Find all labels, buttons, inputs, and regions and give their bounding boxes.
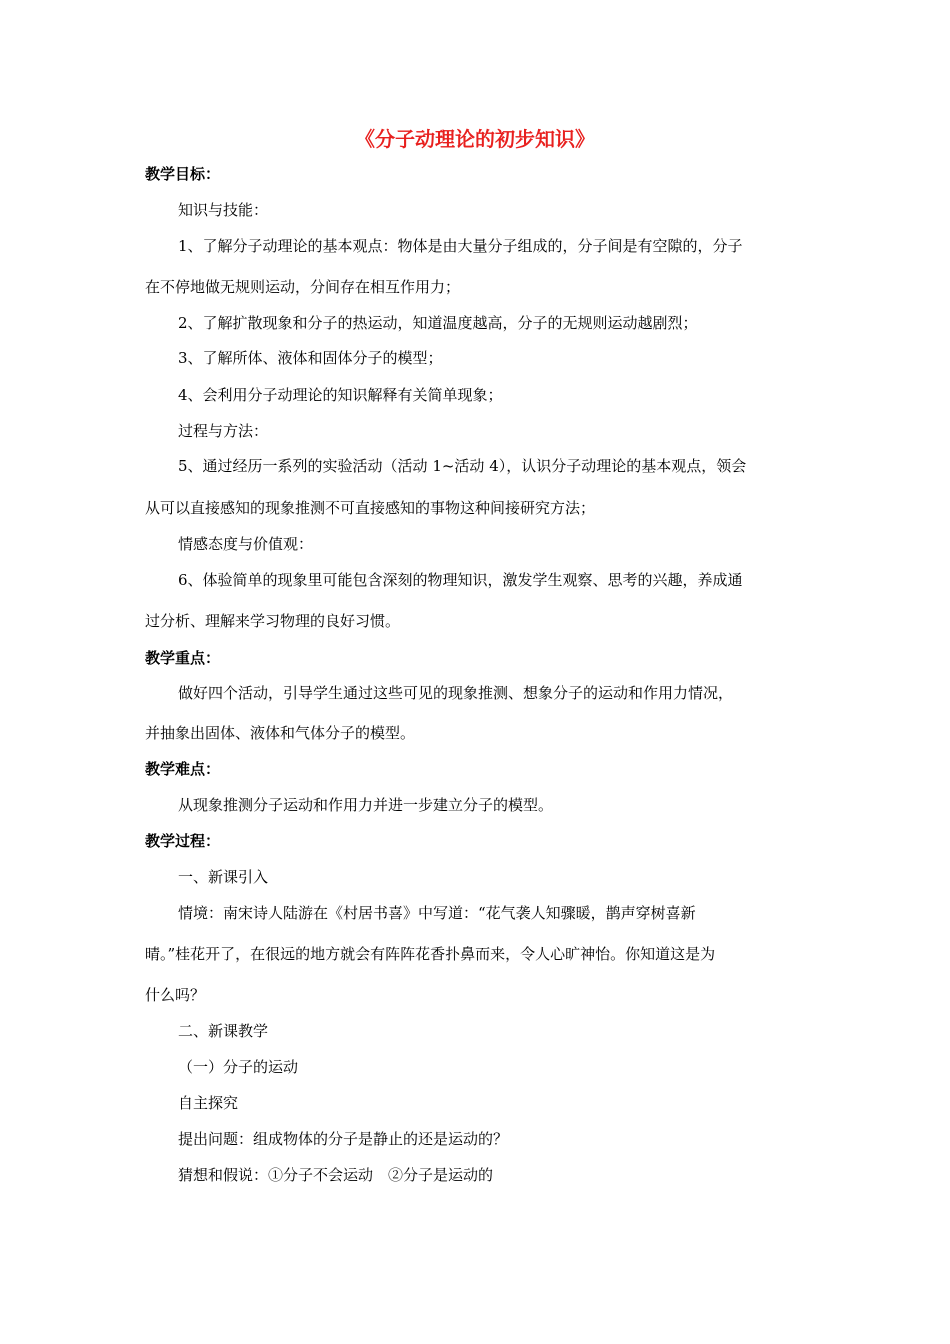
objective-item-5-line-1: 5、通过经历一系列的实验活动（活动 1~活动 4），认识分子动理论的基本观点，领会 — [178, 457, 747, 475]
section-new-lesson: 二、新课教学 — [178, 1022, 269, 1040]
objective-item-1-line-2: 在不停地做无规则运动，分间存在相互作用力； — [145, 278, 461, 296]
scene-line-2: 晴。”桂花开了，在很远的地方就会有阵阵花香扑鼻而来，令人心旷神怡。你知道这是为 — [145, 945, 716, 963]
objective-item-4: 4、会利用分子动理论的知识解释有关简单现象； — [178, 386, 503, 404]
subsection-molecular-motion: （一）分子的运动 — [178, 1058, 299, 1076]
objective-item-3: 3、了解所体、液体和固体分子的模型； — [178, 349, 443, 367]
process-method-heading: 过程与方法： — [178, 422, 269, 440]
self-inquiry: 自主探究 — [178, 1094, 239, 1112]
objective-item-5-line-2: 从可以直接感知的现象推测不可直接感知的事物这种间接研究方法； — [145, 499, 596, 517]
key-points-line-2: 并抽象出固体、液体和气体分子的模型。 — [145, 724, 416, 742]
question-line: 提出问题：组成物体的分子是静止的还是运动的？ — [178, 1130, 509, 1148]
key-points-heading: 教学重点： — [145, 649, 221, 667]
hypothesis-line: 猜想和假说：①分子不会运动 ②分子是运动的 — [178, 1166, 494, 1184]
document-title: 《分子动理论的初步知识》 — [355, 127, 595, 151]
emotion-heading: 情感态度与价值观： — [178, 535, 314, 553]
scene-line-1: 情境：南宋诗人陆游在《村居书喜》中写道：“花气袭人知骤暖，鹊声穿树喜新 — [178, 904, 696, 922]
section-intro: 一、新课引入 — [178, 868, 269, 886]
knowledge-heading: 知识与技能： — [178, 201, 269, 219]
scene-line-3: 什么吗？ — [145, 986, 206, 1004]
objective-item-6-line-1: 6、体验简单的现象里可能包含深刻的物理知识，激发学生观察、思考的兴趣，养成通 — [178, 571, 743, 589]
objective-item-6-line-2: 过分析、理解来学习物理的良好习惯。 — [145, 612, 401, 630]
difficulties-heading: 教学难点： — [145, 760, 221, 778]
objective-item-2: 2、了解扩散现象和分子的热运动，知道温度越高，分子的无规则运动越剧烈； — [178, 314, 698, 332]
teaching-process-heading: 教学过程： — [145, 832, 221, 850]
objectives-heading: 教学目标： — [145, 165, 221, 183]
key-points-line-1: 做好四个活动，引导学生通过这些可见的现象推测、想象分子的运动和作用力情况， — [178, 684, 734, 702]
difficulties-line-1: 从现象推测分子运动和作用力并进一步建立分子的模型。 — [178, 796, 554, 814]
objective-item-1-line-1: 1、了解分子动理论的基本观点：物体是由大量分子组成的，分子间是有空隙的，分子 — [178, 237, 743, 255]
